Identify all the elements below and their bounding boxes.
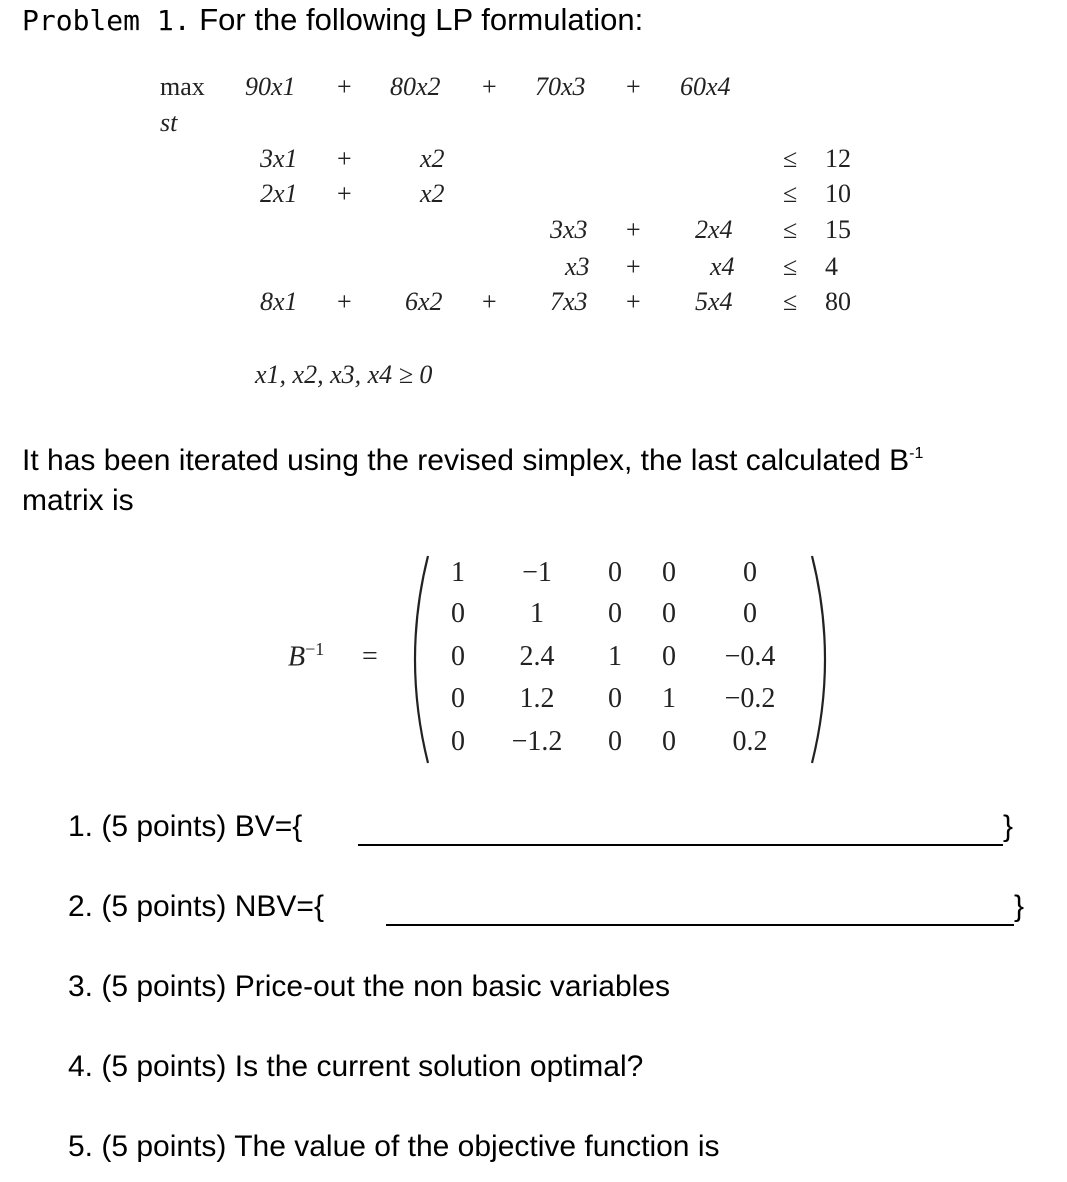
c5-term-c: 7x3 (550, 287, 588, 316)
c4-rhs: 4 (825, 252, 838, 281)
c5-term-a: 8x1 (260, 287, 298, 316)
matrix-cell: −0.4 (724, 641, 776, 672)
answer-blank-bv[interactable] (358, 844, 1003, 846)
plus-sign: + (626, 72, 641, 101)
le-sign: ≤ (783, 287, 798, 316)
c5-rhs: 80 (825, 287, 851, 316)
plus-sign: + (337, 287, 352, 316)
plus-sign: + (337, 144, 352, 173)
plus-sign: + (626, 252, 641, 281)
answer-blank-nbv[interactable] (386, 924, 1014, 926)
le-sign: ≤ (783, 179, 798, 208)
obj-term-4: 60x4 (680, 72, 731, 101)
c1-term-b: x2 (420, 144, 445, 173)
matrix-cell: 1 (608, 641, 622, 672)
matrix-label (288, 639, 324, 673)
matrix-cell: 0 (662, 641, 676, 672)
obj-term-2: 80x2 (390, 72, 441, 101)
matrix-cell: 0 (662, 557, 676, 588)
le-sign: ≤ (783, 252, 798, 281)
c2-term-a: 2x1 (260, 179, 298, 208)
plus-sign: + (337, 179, 352, 208)
question-2: 2. (5 points) NBV={ (68, 890, 324, 923)
question-5: 5. (5 points) The value of the objective function is (68, 1130, 720, 1163)
problem-intro: For the following LP formulation: (199, 2, 644, 37)
question-4: 4. (5 points) Is the current solution optimal? (68, 1050, 644, 1083)
obj-term-1: 90x1 (245, 72, 296, 101)
plus-sign: + (626, 287, 641, 316)
matrix-cell: 0 (451, 598, 465, 629)
max-keyword: max (160, 72, 205, 101)
matrix-cell: 0 (451, 683, 465, 714)
matrix-cell: 1.2 (519, 683, 555, 714)
c4-term-d: x4 (710, 252, 735, 281)
nonnegativity: x1, x2, x3, x4 ≥ 0 (255, 360, 433, 389)
plus-sign: + (482, 287, 497, 316)
matrix-cell: 0 (743, 598, 757, 629)
closing-brace: } (1003, 810, 1014, 843)
c2-term-b: x2 (420, 179, 445, 208)
matrix-cell: 0 (662, 598, 676, 629)
matrix-cell: −1.2 (511, 726, 563, 757)
matrix-cell: 2.4 (519, 641, 555, 672)
plus-sign: + (337, 72, 352, 101)
c3-term-d: 2x4 (695, 215, 733, 244)
matrix-cell: 0 (451, 726, 465, 757)
matrix-cell: 0 (743, 557, 757, 588)
c4-term-c: x3 (565, 252, 590, 281)
text-sup: -1 (909, 445, 924, 462)
matrix-cell: 0 (608, 557, 622, 588)
matrix-cell: 0 (608, 598, 622, 629)
matrix-label-letter: B (288, 641, 306, 673)
matrix-label-sup: −1 (305, 639, 325, 659)
matrix-cell: 0 (608, 683, 622, 714)
le-sign: ≤ (783, 144, 798, 173)
plus-sign: + (626, 215, 641, 244)
c3-term-c: 3x3 (550, 215, 588, 244)
matrix-cell: 0.2 (732, 726, 768, 757)
matrix-cell: 0 (451, 641, 465, 672)
right-paren-icon (812, 556, 825, 763)
c2-rhs: 10 (825, 179, 851, 208)
matrix-cell: 0 (662, 726, 676, 757)
matrix-cell: −0.2 (724, 683, 776, 714)
matrix-cell: 1 (451, 557, 465, 588)
c1-rhs: 12 (825, 144, 851, 173)
revised-simplex-text (22, 434, 1052, 521)
problem-label: Problem 1. (22, 4, 191, 37)
c3-rhs: 15 (825, 215, 851, 244)
equals-sign: = (362, 641, 378, 672)
matrix-cell: 1 (662, 683, 676, 714)
c5-term-d: 5x4 (695, 287, 733, 316)
matrix-cell: −1 (522, 557, 552, 588)
question-1: 1. (5 points) BV={ (68, 810, 303, 843)
text-line-1: It has been iterated using the revised simplex, the last calculated B (22, 444, 910, 477)
le-sign: ≤ (783, 215, 798, 244)
closing-brace: } (1014, 890, 1025, 923)
problem-title (22, 2, 643, 38)
c5-term-b: 6x2 (405, 287, 443, 316)
st-keyword: st (160, 108, 178, 137)
question-3: 3. (5 points) Price-out the non basic variables (68, 970, 670, 1003)
text-line-2: matrix is (22, 484, 134, 517)
obj-term-3: 70x3 (535, 72, 586, 101)
c1-term-a: 3x1 (260, 144, 298, 173)
matrix-cell: 0 (608, 726, 622, 757)
plus-sign: + (482, 72, 497, 101)
matrix-cell: 1 (530, 598, 544, 629)
